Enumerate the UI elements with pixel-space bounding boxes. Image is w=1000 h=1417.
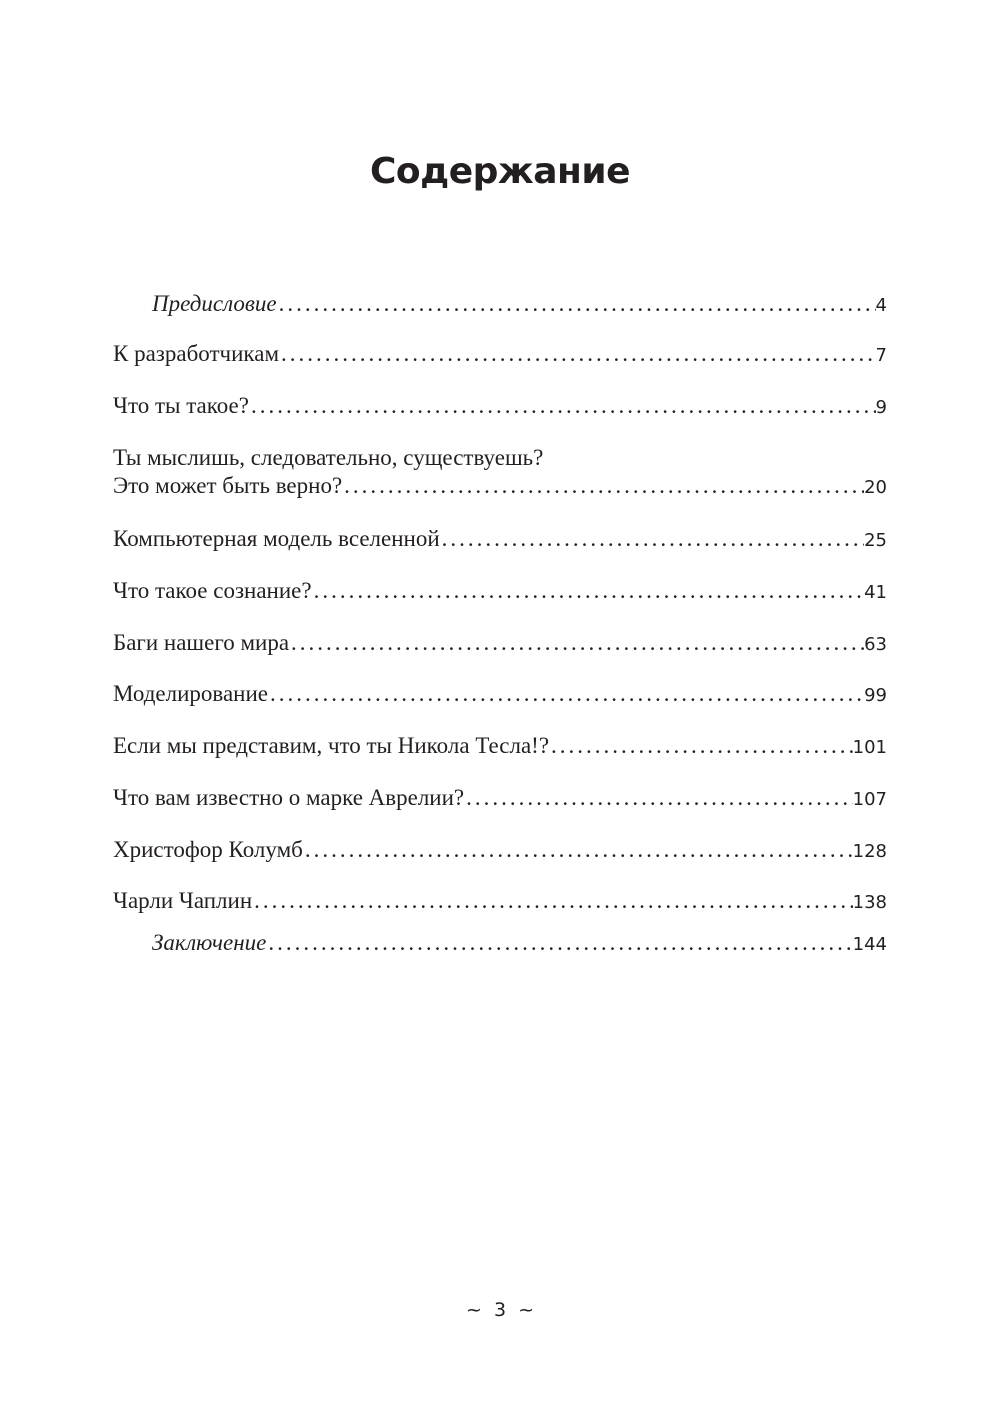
toc-entry-label: Что такое сознание?: [113, 578, 312, 603]
dot-leader: [303, 836, 853, 864]
page-title: Содержание: [369, 151, 631, 192]
toc-entry[interactable]: [113, 887, 887, 917]
toc-page-number: 25: [864, 530, 887, 551]
dot-leader: [464, 784, 853, 812]
dot-leader: [440, 525, 864, 553]
dot-leader: [266, 929, 852, 957]
toc-page-number: 99: [864, 685, 887, 706]
toc-entry[interactable]: [113, 525, 887, 555]
toc-entry-label: Что вам известно о марке Аврелии?: [113, 785, 465, 810]
toc-entry-label: Моделирование: [113, 681, 269, 706]
toc-entry-label: Заключение: [152, 930, 267, 955]
toc-entry[interactable]: [113, 836, 887, 866]
toc-page-number: 101: [852, 737, 887, 758]
dot-leader: [289, 629, 864, 657]
dot-leader: [312, 577, 865, 605]
toc-entry-label: Баги нашего мира: [113, 630, 290, 655]
toc-entry[interactable]: [113, 392, 887, 422]
toc-entry-two-line[interactable]: [113, 444, 887, 502]
dot-leader: [252, 887, 852, 915]
page-number-footer: ~ 3 ~: [465, 1299, 534, 1321]
dot-leader: [279, 340, 876, 368]
toc-entry[interactable]: [113, 680, 887, 710]
toc-entry-label: Чарли Чаплин: [113, 888, 253, 913]
toc-page-number: 9: [875, 397, 887, 418]
toc-entry-conclusion[interactable]: [152, 929, 887, 959]
toc-entry[interactable]: [113, 784, 887, 814]
toc-entry-label: Христофор Колумб: [113, 837, 303, 862]
toc-entry-label: Что ты такое?: [113, 393, 249, 418]
dot-leader: [342, 472, 864, 500]
toc-page-number: 41: [864, 582, 887, 603]
dot-leader: [268, 680, 864, 708]
toc-page-number: 138: [852, 892, 887, 913]
toc-entry-label: К разработчикам: [113, 341, 280, 366]
toc-entry-label-line1: Ты мыслишь, следовательно, существуешь?: [113, 445, 544, 470]
dot-leader: [249, 392, 876, 420]
toc-entry-label: Если мы представим, что ты Никола Тесла!?: [113, 733, 550, 758]
toc-page-number: 4: [875, 295, 887, 316]
toc-page-number: 144: [852, 934, 887, 955]
toc-page-number: 7: [875, 345, 887, 366]
toc-page-number: 107: [852, 789, 887, 810]
toc-entry[interactable]: [113, 629, 887, 659]
toc-entry[interactable]: [113, 577, 887, 607]
toc-entry-label: Компьютерная модель вселенной: [113, 526, 440, 551]
dot-leader: [277, 290, 876, 318]
toc-entry[interactable]: [113, 340, 887, 370]
toc-entry[interactable]: [113, 732, 887, 762]
dot-leader: [549, 732, 853, 760]
toc-entry-label: Это может быть верно?: [113, 473, 343, 498]
toc-entry-preface[interactable]: [152, 290, 887, 320]
toc-page-number: 128: [852, 841, 887, 862]
toc-entry-label: Предисловие: [152, 291, 277, 316]
toc-page-number: 20: [864, 477, 887, 498]
toc-page-number: 63: [864, 634, 887, 655]
